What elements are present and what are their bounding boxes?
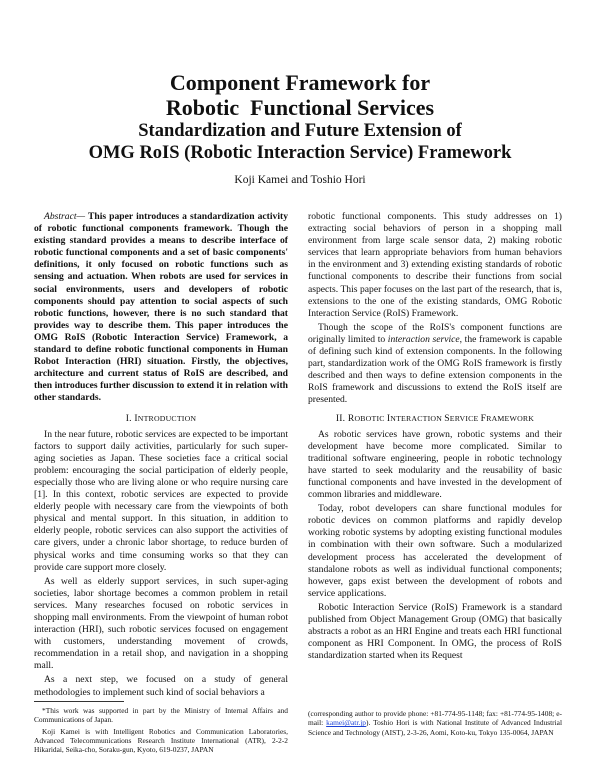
abstract-label: Abstract— xyxy=(44,211,86,222)
rois-paragraph-2: Today, robot developers can share functional modules for robotic devices on common platforms and rapidly develop working robotic systems by adopting existing functional modules in combination with their own software. Such a modularized development process has accelerated the development of standalone robots as well as individual functional components; however, gaps exist between the development of robots and service applications. xyxy=(308,503,562,599)
left-column xyxy=(34,211,288,701)
intro-paragraph-1: In the near future, robotic services are expected to be important factors to support daily activities, particularly for such super-aging societies as Japan. These societies face a critical social problem: encouraging the social participation of elderly people, especially those who are living alone or who require nursing care [1]. In this context, robotic services are expected to provide elderly people with necessary care from the viewpoints of both physical and mental support. In this situation, in addition to elderly people, robotic services can also support the activities of care givers, under a chronic labor shortage, to reduce burden of physical works and time consuming works so that they can provide care support more closely. xyxy=(34,428,288,573)
paper-subtitle-line-1: Standardization and Future Extension of xyxy=(138,121,462,141)
section-word-2-initial: I xyxy=(386,412,391,424)
section-number: I. xyxy=(125,412,132,424)
right-paragraph-scope xyxy=(308,322,562,407)
footnotes-right xyxy=(308,709,562,739)
right-paragraph-continued: robotic functional components. This study addresses on 1) extracting social behaviors of person in a shopping mall environment from large scale sensor data, 2) making robotic services that learn appropriate behaviors from human behaviors in the environment and 3) extending existing standards of robotic functional components to describe their functions from social aspects. This paper focuses on the last part of the research, that is, extensions to the one of the existing standards, OMG Robotic Interaction Service (RoIS) Framework. xyxy=(308,211,562,319)
footnote-rule xyxy=(34,701,124,702)
footnote-funding: *This work was supported in part by the Ministry of Internal Affairs and Communications of Japan. xyxy=(34,706,288,725)
right-column xyxy=(308,211,562,664)
scope-text-2: , the framework is capable of defining such kind of extension components. In the following part, standardization work of the OMG RoIS framework is firstly described and then ways to define extension components in the RoIS framework and discussions to extend the RoIS itself are presented. xyxy=(308,333,562,406)
abstract xyxy=(34,211,288,405)
section-word-1-initial: R xyxy=(347,412,355,424)
intro-paragraph-2: As well as elderly support services, in such super-aging societies, labor shortage becomes a common problem in retail services. Many researches focused on robotic services in shopping mall environments. From the viewpoint of human robot interaction (HRI), such robotic services focused on engagement with customers, understanding movement of crowds, recommendation in a retail shop, and navigation in a shopping mall. xyxy=(34,575,288,672)
footnote-contact-text-1: (corresponding author to provide phone: +81-774-95-1148; fax: +81-774-95-1408; e-mail: xyxy=(308,709,562,728)
footnote-contact xyxy=(308,709,562,737)
footnote-contact-text-2: ). Toshio Hori is with National Institute of Advanced Industrial Science and Technology (AIST), 2-3-26, Aomi, Koto-ku, Tokyo 135-0064, JAPAN xyxy=(308,718,562,737)
section-word-3-rest: ERVICE xyxy=(449,413,481,423)
section-word-2-rest: NTERACTION xyxy=(390,413,445,423)
section-word-4-rest: RAMEWORK xyxy=(486,413,535,423)
section-word-4-initial: F xyxy=(480,412,487,424)
section-title-initial: I xyxy=(134,412,138,424)
section-number: II. xyxy=(335,412,346,424)
section-title-rest: NTRODUCTION xyxy=(137,413,197,423)
section-word-1-rest: OBOTIC xyxy=(354,413,387,423)
email-link[interactable]: kamei@atr.jp xyxy=(326,718,366,728)
scope-text-1: Though the scope of the RoIS's component functions are originally limited to xyxy=(308,321,562,345)
title-block xyxy=(0,70,600,187)
section-heading-rois-framework xyxy=(308,413,562,425)
paper-title-line-1: Component Framework for xyxy=(169,70,431,95)
paper-subtitle-line-2: OMG RoIS (Robotic Interaction Service) Framework xyxy=(88,143,512,163)
rois-paragraph-1: As robotic services have grown, robotic systems and their development have become more complicated. Similar to traditional software engineering, people in robotic technology have started to seek modularity and the reusability of basic functional components and have invested in the development of common libraries and middleware. xyxy=(308,428,562,501)
paper-title-line-2: Robotic Functional Services xyxy=(165,95,435,120)
scope-text-italic: interaction service xyxy=(387,333,460,345)
section-heading-introduction xyxy=(34,413,288,425)
section-word-3-initial: S xyxy=(444,412,450,424)
rois-paragraph-3: Robotic Interaction Service (RoIS) Framework is a standard published from Object Management Group (OMG) that basically abstracts a robot as an HRI Engine and treats each HRI functional component as HRI Component. In OMG, the process of RoIS standardization started when its Request xyxy=(308,601,562,662)
footnotes-left xyxy=(34,706,288,756)
paper-authors: Koji Kamei and Toshio Hori xyxy=(234,174,366,186)
footnote-author-1: Koji Kamei is with Intelligent Robotics and Communication Laboratories, Advanced Telecommunications Research Institute International (ATR), 2-2-2 Hikaridai, Seika-cho, Soraku-gun, Kyoto, 619-0237, JAPAN xyxy=(34,726,288,755)
abstract-text: This paper introduces a standardization activity of robotic functional components framework. Though the existing standard provides a means to describe interface of robotic functional components and a set of basic components' definitions, it only focused on robotic functions such as sensing and actuation. When robots are used for services in social environments, users and developers of robotic components should pay attention to social aspects of such robotic functions, however, there is no such standard that provides way to describe them. This paper introduces the OMG RoIS (Robotic Interaction Service) Framework, a standard to define robotic functional components in Human Robot Interaction (HRI) situation. Firstly, the objectives, architecture and current status of RoIS are described, and then introduces further discussion to extend it in relation with other standards. xyxy=(34,211,288,404)
intro-paragraph-3: As a next step, we focused on a study of general methodologies to implement such kind of social behaviors a xyxy=(34,674,288,698)
